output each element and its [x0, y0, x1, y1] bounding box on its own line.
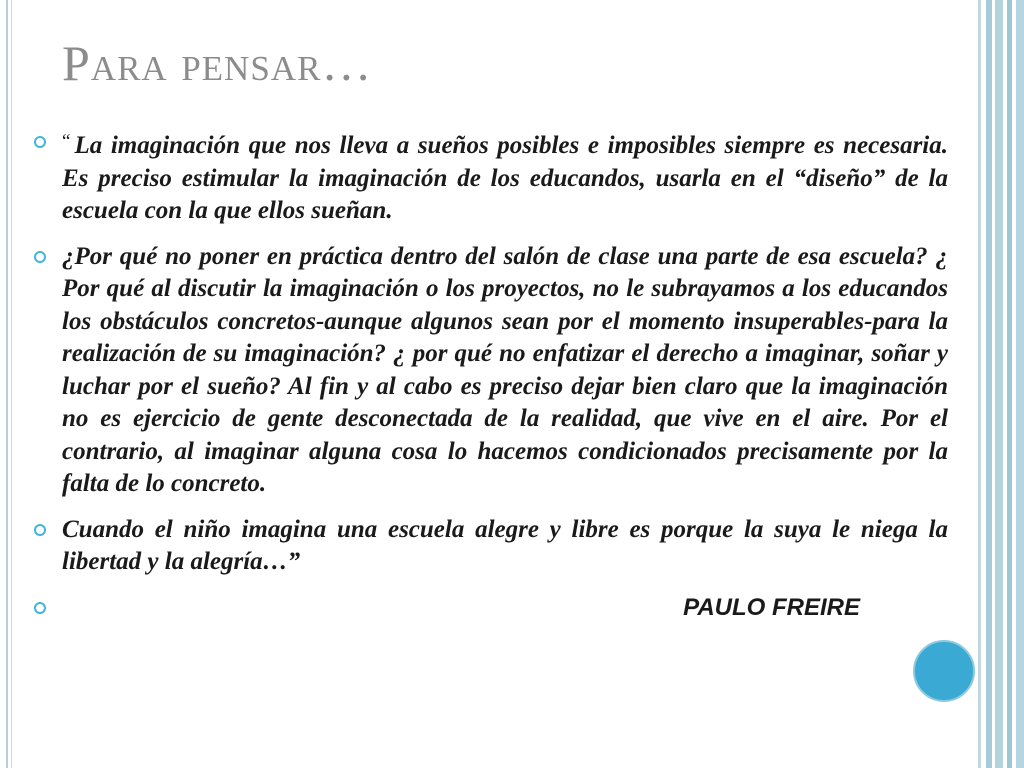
left-frame-line: [6, 0, 8, 768]
bullet-text: ¿Por qué no poner en práctica dentro del salón de clase una parte de esa escuela? ¿ Por qué al discutir la imaginación o los proyectos, no le subrayamos a los educandos los obstáculos concretos-aunque algunos sean por el momento insuperables-para la realización de su imaginación? ¿ por qué no enfatizar el derecho a imaginar, soñar y luchar por el sueño? Al fin y al cabo es preciso dejar bien claro que la imaginación no es ejercicio de gente desconectada de la realidad, que vive en el aire. Por el contrario, al imaginar alguna cosa lo hacemos condicionados precisamente por la falta de lo concreto.: [62, 242, 948, 497]
author-name: PAULO FREIRE: [683, 593, 860, 621]
left-frame-line-inner: [11, 0, 12, 768]
ring-bullet-icon: [34, 136, 46, 148]
bullet-item: [30, 126, 948, 228]
right-stripe: [995, 0, 1003, 768]
circle-dot-icon: [913, 640, 975, 702]
bullet-item: [30, 592, 948, 624]
ring-bullet-icon: [34, 602, 46, 614]
bullet-item: [30, 514, 948, 579]
quote-text: La imaginación que nos lleva a sueños posibles e imposibles siempre es necesaria. Es preciso estimular la imaginación de los educandos, usarla en el “diseño” de la escuela con la que ellos sueñan.: [62, 132, 948, 224]
bullet-list: [30, 126, 948, 637]
slide-title: Para pensar…: [62, 35, 373, 91]
ring-bullet-icon: [34, 524, 46, 536]
bullet-text: [62, 126, 948, 228]
right-stripe: [978, 0, 981, 768]
bullet-text: Cuando el niño imagina una escuela alegre y libre es porque la suya le niega la libertad y la alegría…”: [62, 515, 948, 575]
ring-bullet-icon: [34, 251, 46, 263]
opening-quote-mark: “: [62, 131, 71, 152]
bullet-item: [30, 241, 948, 501]
right-stripe: [1016, 0, 1024, 768]
